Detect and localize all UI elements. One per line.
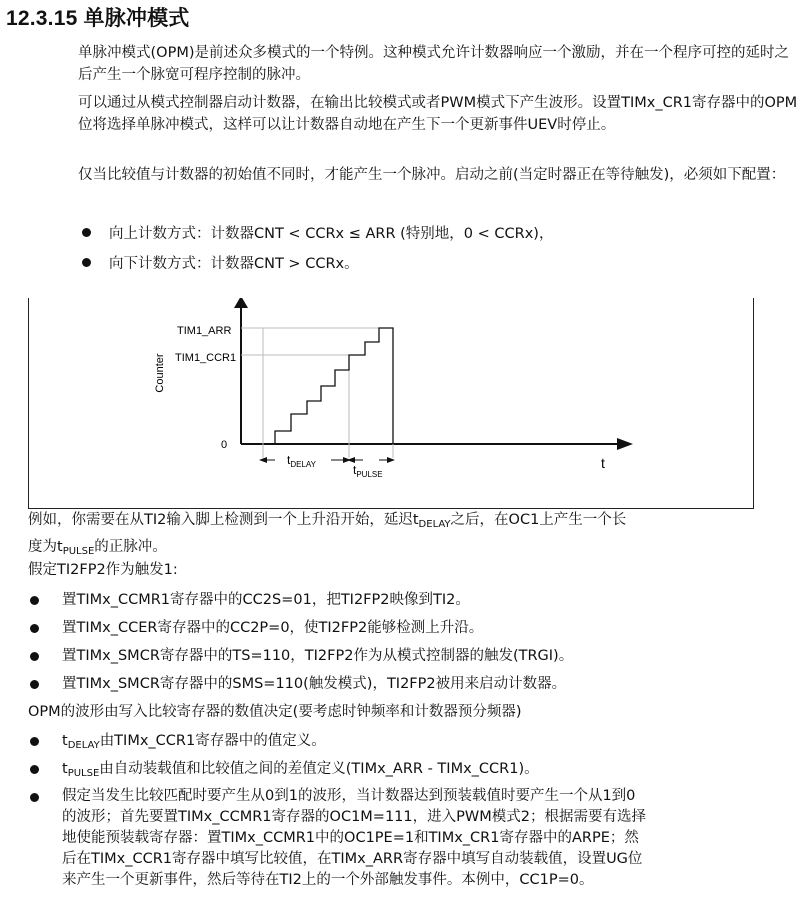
intro-paragraph-1: 单脉冲模式(OPM)是前述众多模式的一个特例。这种模式允许计数器响应一个激励，并在一个程序可控的延时之后产生一个脉宽可程序控制的脉冲。: [78, 45, 789, 83]
opm-waveform-figure: [28, 298, 754, 509]
delay-label: $t_{DELAY}$: [287, 453, 316, 469]
bullet-dot-icon: [30, 652, 39, 661]
section-heading: 12.3.15 单脉冲模式: [6, 7, 190, 30]
config-line: 地使能预装载寄存器：置TIMx_CCMR1中的OC1PE=1和TIMx_CR1寄存器中的ARPE；然: [62, 830, 639, 846]
bullet-dot-icon: [30, 765, 39, 774]
config-line: 来产生一个更新事件，然后等待在TI2上的一个外部触发事件。本例中，CC1P=0。: [62, 872, 594, 888]
intro-paragraph-2: 可以通过从模式控制器启动计数器，在输出比较模式或者PWM模式下产生波形。设置TIMx_CR1寄存器中的OPM位将选择单脉冲模式，这样可以让计数器自动地在产生下一个更新事件UEV时停止。: [78, 95, 798, 133]
y-axis-label: Counter: [154, 353, 166, 393]
bullet-dot-icon: [30, 793, 39, 802]
y-axis-arrow-icon: [234, 298, 248, 308]
ccr-label: TIM1_CCR1: [175, 352, 237, 364]
opm-waveform-diagram: [29, 298, 753, 508]
condition-up-text: 向上计数方式：计数器CNT < CCRx ≤ ARR (特别地，0 < CCRx)，: [109, 226, 554, 242]
bullet-dot-icon: [82, 228, 91, 237]
intro-paragraph-3: 仅当比较值与计数器的初始值不同时，才能产生一个脉冲。启动之前(当定时器正在等待触发)，必须如下配置：: [78, 167, 786, 183]
bullet-dot-icon: [30, 737, 39, 746]
config-line: 假定当发生比较匹配时要产生从0到1的波形，当计数器达到预装载值时要产生一个从1到0: [62, 788, 636, 804]
arr-label: TIM1_ARR: [177, 325, 232, 337]
pulse-label: $t_{PULSE}$: [353, 463, 383, 479]
bullet-dot-icon: [30, 624, 39, 633]
condition-down-text: 向下计数方式：计数器CNT > CCRx。: [109, 256, 359, 272]
config-line: 后在TIMx_CCR1寄存器中填写比较值，在TIMx_ARR寄存器中填写自动装载值，设置UG位: [62, 851, 643, 867]
bullet-dot-icon: [30, 596, 39, 605]
bullet-dot-icon: [82, 258, 91, 267]
trigger-assumption: 假定TI2FP2作为触发1:: [28, 562, 178, 578]
example-paragraph: 例如，你需要在从TI2输入脚上检测到一个上升沿开始，延迟$t_{DELAY}$之后，在OC1上产生一个长 度为$t_{PULSE}$的正脉冲。: [28, 512, 627, 557]
x-axis-arrow-icon: [617, 438, 633, 450]
x-axis-label: t: [601, 455, 605, 471]
zero-label: 0: [221, 439, 228, 451]
condition-down: [82, 253, 359, 275]
config-line: 的波形；首先要置TIMx_CCMR1寄存器的OC1M=111，进入PWM模式2；根据需要有选择: [62, 809, 646, 825]
bullet-dot-icon: [30, 680, 39, 689]
counter-staircase: [275, 328, 393, 444]
opm-waveform-note: OPM的波形由写入比较寄存器的数值决定(要考虑时钟频率和计数器预分频器): [28, 704, 522, 720]
condition-up: [82, 223, 553, 245]
